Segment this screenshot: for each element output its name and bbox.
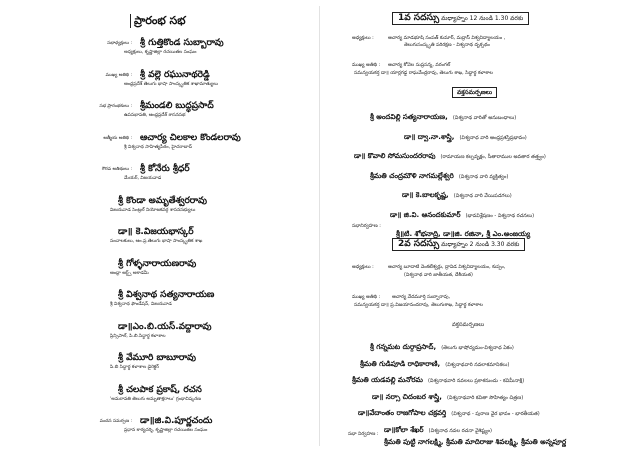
speaker-name: శ్రీమతి చంద్రమౌళి నాగమల్లేశ్వరి <box>370 171 454 180</box>
speaker-topic: (తెలుగు భాషోద్యమం-విశ్వనాథ ఏకం) <box>441 345 514 351</box>
guest-designation: శ్రీ విశ్వనాథ సాహిత్యపీఠం, హైదరాబాద్ <box>124 144 192 150</box>
session1-hosts-names: శ్రీ॥టి. శోభనాద్రి, డా॥జి. రజినా, శ్రీ ఎం.అంజయ్య <box>396 230 531 238</box>
guest-name: శ్రీ గుత్తికొండ సుబ్బారావు <box>140 38 224 48</box>
speaker-name: డా॥ కె.బాలకృష్ణ, <box>402 191 449 199</box>
guest-designation: మేయర్, విజయవాడ <box>124 176 162 181</box>
session2-speakers-heading: వక్తసమర్పణలు <box>452 322 485 328</box>
session2-chair-label: అధ్యక్షులు : <box>352 265 374 270</box>
guest-designation: ప్రధాన కార్యదర్శి, కృష్ణాజిల్లా రచయితల సంఘం <box>124 428 208 433</box>
speaker-topic: (విశ్వనాథవారి నవలలు ప్రకాశనుందు - కవిమీనాక్షి) <box>427 378 525 384</box>
guest-designation: శ్రీ విశ్వనాథ ఫౌండేషన్, విజయవాడ <box>110 302 172 307</box>
guest-name: శ్రీ వల్లె రఘునాథరెడ్డి <box>140 69 210 80</box>
speaker-name: డా॥ కొవాలి సోమసుందరరావు <box>354 152 436 160</box>
speaker-topic: (విశ్వనాథ వారితో అనుబంధాలు) <box>452 115 517 121</box>
session1-hosts-label: సభానిర్వహణ : <box>352 224 381 229</box>
speaker-name: డా॥ జి.వి. ఆనందకుమార్ <box>390 210 461 219</box>
session2-header <box>392 238 525 251</box>
session1-chair-line2: తెలుగుసంస్కృతి పరిరక్షణ - విశ్వనాథ దృక్పథం <box>404 43 490 48</box>
page-title: ప్రారంభ సభ <box>130 14 222 28</box>
speaker-topic: (విశ్వనాథ వారి వేయిపడగలు) <box>453 193 512 199</box>
speaker-name: డా॥వేదాంతం రాజగోపాల చక్రవర్తి <box>358 409 447 417</box>
speaker-topic: (విశ్వనాథ - పురాణ వైర భావం - భారతీయత) <box>451 411 540 417</box>
guest-role: సభాధ్యక్షులు : <box>107 41 132 46</box>
speaker-row <box>354 143 546 162</box>
speaker-topic: (విశ్వనాథవారి కవితా సౌహిత్యం చిత్రణ) <box>446 394 524 401</box>
speaker-row <box>370 163 508 182</box>
session1-chair-line1: ఆచార్య మాడభూషి సంపత్ కుమార్, మద్రాస్ విశ్వవిద్యాలయం , <box>388 36 506 41</box>
guest-role: సభ ప్రారంభకులు : <box>99 104 132 109</box>
session1-header <box>392 12 529 25</box>
session1-label: 1వ సదస్సు <box>398 13 440 23</box>
page-divider <box>319 6 320 446</box>
guest-role: ముఖ్య అతిథి : <box>105 72 132 78</box>
session1-guest-line2: సమన్వయకర్త డా॥ యార్లగడ్డ రాఘవేంద్రరావు, తెలుగు శాఖ, సిద్ధార్థ కళాశాల <box>354 71 493 76</box>
session2-hosts-names: శ్రీమతి పుట్టి నాగలక్ష్మి, శ్రీమతి మాదిరాజు శివలక్ష్మి, శ్రీమతి అన్నపూర్ణ <box>384 438 567 446</box>
speaker-row <box>370 104 516 123</box>
speaker-name: శ్రీ అందవిల్లి సత్యనారాయణ, <box>370 113 448 121</box>
session2-chair-line2: (విశ్వనాథ వారి జాతీయత, దేశీయత) <box>404 273 473 278</box>
speaker-topic: (రామాయణ కల్పవృక్షం, సీతారాముల అవతార తత్త్వం) <box>440 154 546 160</box>
speaker-topic: (విశ్వనాథ నవల రచనా వైశిష్ట్యం) <box>428 427 492 434</box>
speaker-row <box>404 124 527 143</box>
session2-guest-line2: సమన్వయకర్త డా॥ ప్ర.విజయానందరావు, తెలుగుశాఖ, సిద్ధార్థ కళాశాల <box>354 303 483 308</box>
speaker-name: డా॥కోలా శేఖర్ <box>384 425 424 434</box>
session2-guest-line1: ఆచార్య వేదమూర్తి సుబ్బారావు, <box>392 295 451 300</box>
guest-role: వందన సమర్పణ : <box>99 419 132 424</box>
right-page <box>322 0 640 452</box>
session1-guest-line1: ఆచార్య కోవెల సుప్రసన్న, వరంగల్ <box>388 63 451 68</box>
session1-chair-label: అధ్యక్షులు : <box>352 36 374 41</box>
guest-designation: 'అమరావతి తెలుగు అమృతాక్షరాలు' గ్రంథావిష్కరణ <box>110 396 201 402</box>
guest-name: శ్రీ కోనేరు శ్రీధర్ <box>140 164 190 174</box>
guest-role: ఆత్మీయ అతిథి : <box>103 135 132 141</box>
guest-name: శ్రీ కొండా అమృతేశ్వరరావు <box>118 195 207 206</box>
session2-time: మధ్యాహ్నం 2 నుండి 3.30 వరకు <box>441 241 520 248</box>
guest-designation: సంచాలకులు, ఆం.ప్ర.తెలుగు భాషా సాంస్కృతిక శాఖ <box>110 239 203 244</box>
guest-name: శ్రీ గోళ్ళనారాయణరావు <box>118 258 197 269</box>
guest-name: శ్రీమండలి బుద్ధప్రసాద్ <box>140 101 214 111</box>
guest-name: డా॥జి.వి.పూర్ణచందు <box>140 416 213 426</box>
speaker-row <box>402 182 512 201</box>
session1-time: మధ్యాహ్నం 12 నుండి 1.30 వరకు <box>441 15 524 22</box>
guest-designation: పి.బి సిద్ధార్థ కళాశాల డైరెక్టర్ <box>110 365 159 370</box>
session2-guest-label: ముఖ్య అతిథి : <box>352 295 381 300</box>
guest-name: ఆచార్య చిలకాల కొండలరావు <box>140 132 241 143</box>
speaker-row <box>390 202 534 221</box>
session1-guest-label: ముఖ్య అతిథి : <box>352 63 381 68</box>
guest-name: శ్రీ విశ్వనాథ సత్యనారాయణ <box>118 290 215 300</box>
guest-designation: విజయవాడ సెంట్రల్ నియోజకవర్గ శాసనసభ్యులు <box>110 207 196 213</box>
speaker-topic: (విశ్వనాథవారి నవలాకమానికలు) <box>445 361 510 368</box>
session2-hosts <box>384 429 566 448</box>
guest-designation: ప్రిన్సిపాల్, పి.బి.సిద్ధార్థ కళాశాల <box>110 333 166 339</box>
speaker-topic: (భావవిశ్లేషణం - విశ్వనాథ రచనలు) <box>465 212 535 219</box>
speaker-name: డా॥ ద్వా.నా.శాస్త్రి, <box>404 132 455 141</box>
speaker-name: శ్రీమతి గుడిపూడి రాధికారాణి, <box>360 359 441 368</box>
guest-name: శ్రీ వేమూరి బాబూరావు <box>118 353 197 363</box>
session2-label: 2వ సదస్సు <box>398 239 440 249</box>
guest-name: డా॥ కె.విజయభాస్కర్ <box>118 227 194 237</box>
speaker-topic: (విశ్వనాథ వారి ఆంధ్రప్రశస్తిప్రభావం) <box>459 134 527 141</box>
speaker-name: డా॥ నర్సా చిదంబర శాస్త్రి, <box>372 392 442 401</box>
guest-name: శ్రీ చలపాక ప్రకాష్, రచన <box>118 384 202 395</box>
session1-speakers-heading: వక్తసమర్పణలు <box>452 87 497 98</box>
guest-designation: ఉపసభాపతి, ఆంధ్రప్రదేశ్ శాసనసభ <box>124 113 186 118</box>
guest-name: డా॥ఎం.బి.యస్.వద్దారావు <box>118 321 212 332</box>
speaker-name: శ్రీమతి యడవల్లి మనోరమ <box>352 376 423 384</box>
guest-designation: ఆంధ్రా ఆర్ట్స్ అకాడమీ <box>110 270 149 276</box>
guest-role: గౌరవ అతిథులు : <box>101 167 132 172</box>
left-page <box>0 0 318 452</box>
speaker-topic: (విశ్వనాథ వారి వ్యక్తిత్వం) <box>458 173 509 180</box>
guest-designation: అధ్యక్షులు, కృష్ణాజిల్లా రచయితల సంఘం <box>124 50 197 55</box>
session2-hosts-label: సభా నిర్వహణ : <box>348 432 379 437</box>
guest-designation: ఆంధ్రప్రదేశ్ తెలుగు భాషా సాంస్కృతిక శాఖామాత్యులు <box>124 81 219 87</box>
speaker-name: శ్రీ గన్నమట దుర్గాప్రసాద్, <box>370 343 437 351</box>
session2-chair-line1: ఆచార్య బూదాటి వెంకటేశ్వర్లు, ద్రావిడ విశ్వవిద్యాలయం, కుప్పం, <box>388 265 506 270</box>
